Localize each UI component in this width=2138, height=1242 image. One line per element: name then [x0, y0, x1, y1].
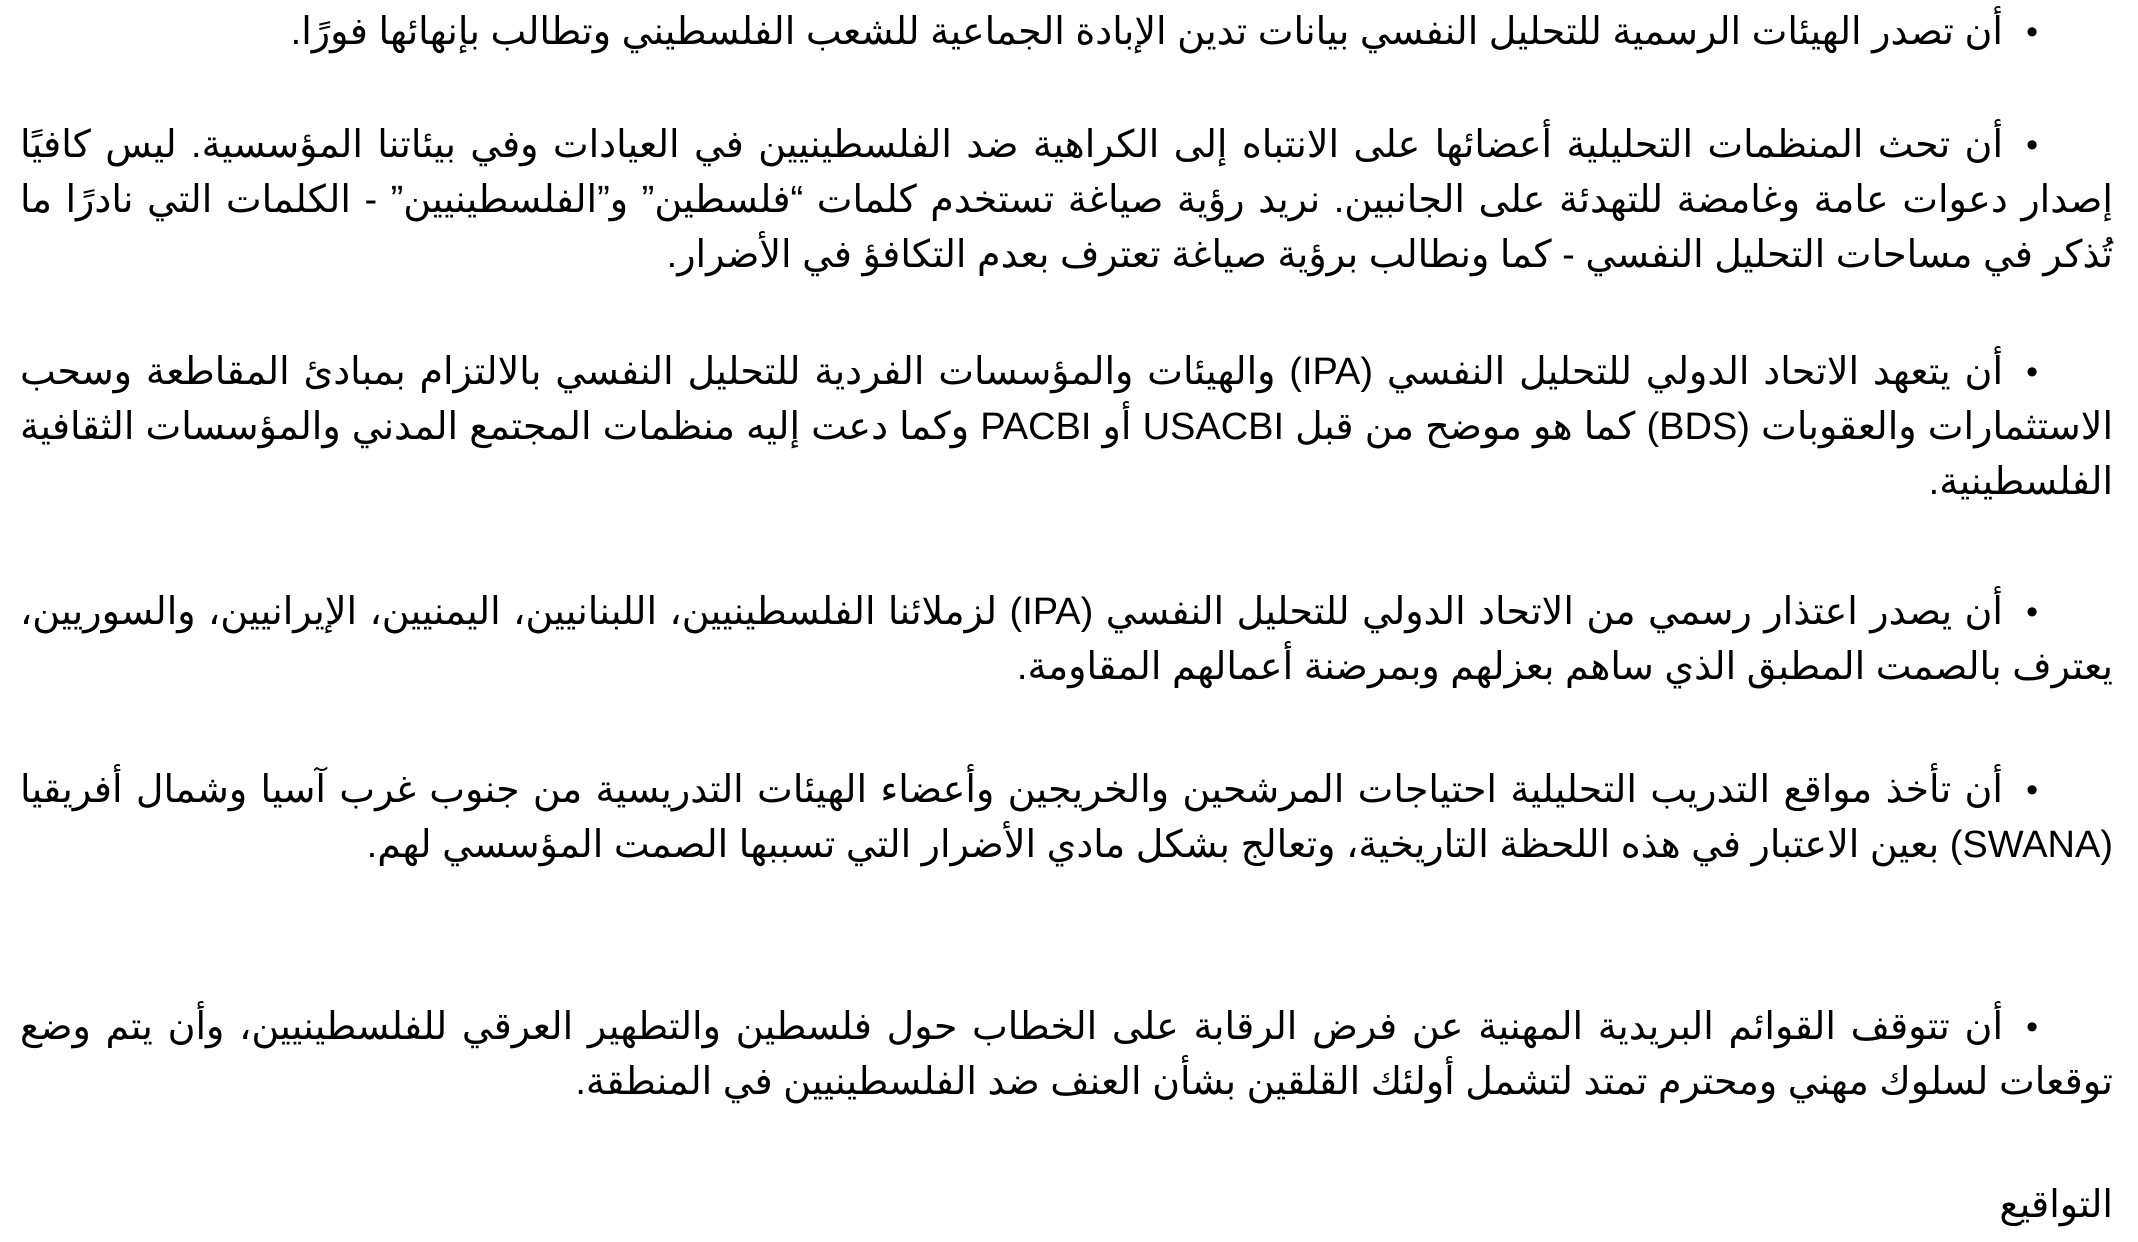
demand-item-5 [20, 763, 2113, 873]
demand-item-6 [20, 1000, 2113, 1110]
bullet-icon: • [2026, 126, 2038, 164]
demand-text-4: أن يصدر اعتذار رسمي من الاتحاد الدولي للتحليل النفسي (IPA) لزملائنا الفلسطينيين، اللبنانيين، اليمنيين، الإيرانيين، والسوريين، يعترف بالصمت المطبق الذي ساهم بعزلهم وبمرضنة أعمالهم المقاومة. [20, 591, 2113, 688]
demand-item-4 [20, 585, 2113, 695]
demand-item-1 [20, 5, 2113, 60]
bullet-icon: • [2026, 13, 2038, 51]
demand-text-6: أن تتوقف القوائم البريدية المهنية عن فرض الرقابة على الخطاب حول فلسطين والتطهير العرقي للفلسطينيين، وأن يتم وضع توقعات لسلوك مهني ومحترم تمتد لتشمل أولئك القلقين بشأن العنف ضد الفلسطينيين في المنطقة. [20, 1006, 2113, 1103]
demand-text-3: أن يتعهد الاتحاد الدولي للتحليل النفسي (IPA) والهيئات والمؤسسات الفردية للتحليل النفسي بالالتزام بمبادئ المقاطعة وسحب الاستثمارات والعقوبات (BDS) كما هو موضح من قبل USACBI أو PACBI وكما دعت إليه منظمات المجتمع المدني والمؤسسات الثقافية الفلسطينية. [20, 351, 2113, 503]
demand-item-3 [20, 345, 2113, 510]
bullet-icon: • [2026, 771, 2038, 809]
signatures-heading: التواقيع [1999, 1184, 2113, 1226]
demand-text-5: أن تأخذ مواقع التدريب التحليلية احتياجات المرشحين والخريجين وأعضاء الهيئات التدريسية من جنوب غرب آسيا وشمال أفريقيا (SWANA) بعين الاعتبار في هذه اللحظة التاريخية، وتعالج بشكل مادي الأضرار التي تسببها الصمت المؤسسي لهم. [20, 769, 2113, 866]
bullet-icon: • [2026, 353, 2038, 391]
demand-text-1: أن تصدر الهيئات الرسمية للتحليل النفسي بيانات تدين الإبادة الجماعية للشعب الفلسطيني وتطالب بإنهائها فورًا. [290, 11, 2003, 53]
bullet-icon: • [2026, 593, 2038, 631]
bullet-icon: • [2026, 1008, 2038, 1046]
demand-item-2 [20, 118, 2113, 283]
demand-text-2: أن تحث المنظمات التحليلية أعضائها على الانتباه إلى الكراهية ضد الفلسطينيين في العيادات وفي بيئاتنا المؤسسية. ليس كافيًا إصدار دعوات عامة وغامضة للتهدئة على الجانبين. نريد رؤية صياغة تستخدم كلمات “فلسطين” و”الفلسطينيين” - الكلمات التي نادرًا ما تُذكر في مساحات التحليل النفسي - كما ونطالب برؤية صياغة تعترف بعدم التكافؤ في الأضرار. [20, 124, 2113, 276]
